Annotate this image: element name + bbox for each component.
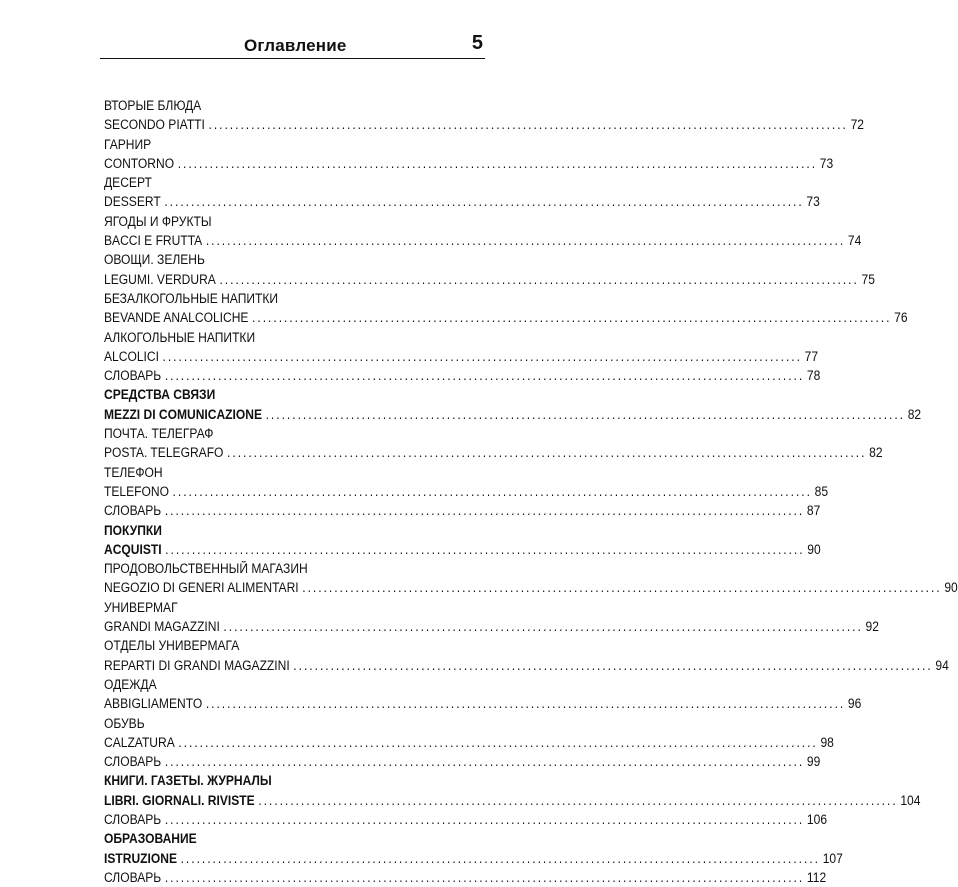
toc-heading xyxy=(104,675,485,694)
dot-leader: ........................................................................................................................ xyxy=(164,503,805,519)
dot-leader: ........................................................................................................................ xyxy=(164,869,805,885)
toc-entry-text: ГАРНИР xyxy=(104,136,152,152)
toc-page-number: 85 xyxy=(814,483,829,499)
toc-entry xyxy=(104,578,958,597)
toc-entry xyxy=(104,154,834,173)
toc-heading xyxy=(104,135,485,154)
toc-entry xyxy=(104,482,829,501)
toc-heading xyxy=(104,559,485,578)
dot-leader: ........................................................................................................................ xyxy=(164,754,805,770)
dot-leader: ........................................................................................................................ xyxy=(227,445,867,461)
toc-page-number: 74 xyxy=(847,233,862,249)
toc-entry-text: MEZZI DI COMUNICAZIONE xyxy=(104,406,263,422)
toc-entry-text: ДЕСЕРТ xyxy=(104,175,152,191)
toc-entry-text: ОТДЕЛЫ УНИВЕРМАГА xyxy=(104,638,240,654)
toc-entry-text: БЕЗАЛКОГОЛЬНЫЕ НАПИТКИ xyxy=(104,290,279,306)
toc-heading xyxy=(104,636,485,655)
toc-heading xyxy=(104,714,485,733)
toc-entry-text: ОДЕЖДА xyxy=(104,676,157,692)
toc-heading xyxy=(104,829,485,848)
toc-entry xyxy=(104,443,883,462)
toc-page-number: 82 xyxy=(907,406,922,422)
toc-page-number: 87 xyxy=(806,503,821,519)
toc-entry xyxy=(104,270,875,289)
toc-entry xyxy=(104,752,821,771)
dot-leader: ........................................................................................................................ xyxy=(258,792,898,808)
toc-page-number: 78 xyxy=(806,368,821,384)
toc-entry-text: DESSERT xyxy=(104,194,161,210)
toc-page-number: 77 xyxy=(804,348,819,364)
toc-page-number: 107 xyxy=(822,850,843,866)
toc-entry-text: СЛОВАРЬ xyxy=(104,869,162,885)
toc-page-number: 98 xyxy=(820,734,834,750)
dot-leader: ........................................................................................................................ xyxy=(208,117,848,133)
toc-page-number: 82 xyxy=(869,445,883,461)
toc-entry-text: CALZATURA xyxy=(104,734,175,750)
toc-entry-text: СЛОВАРЬ xyxy=(104,754,162,770)
header-rule xyxy=(100,58,485,59)
toc-entry xyxy=(104,733,834,752)
toc-page-number: 90 xyxy=(944,580,958,596)
toc-heading xyxy=(104,385,485,404)
toc-entry xyxy=(104,308,908,327)
toc-page-number: 72 xyxy=(850,117,865,133)
toc-entry-text: ОБРАЗОВАНИЕ xyxy=(104,831,197,847)
toc-heading xyxy=(104,96,485,115)
toc-entry xyxy=(104,347,819,366)
toc-entry xyxy=(104,501,821,520)
dot-leader: ........................................................................................................................ xyxy=(164,194,804,210)
dot-leader: ........................................................................................................................ xyxy=(219,271,859,287)
dot-leader: ........................................................................................................................ xyxy=(177,155,818,171)
dot-leader: ........................................................................................................................ xyxy=(164,368,805,384)
toc-page-number: 99 xyxy=(806,754,821,770)
toc-entry-text: ACQUISTI xyxy=(104,541,162,557)
dot-leader: ........................................................................................................................ xyxy=(162,348,802,364)
toc-entry-text: ABBIGLIAMENTO xyxy=(104,696,203,712)
toc-entry-text: ПРОДОВОЛЬСТВЕННЫЙ МАГАЗИН xyxy=(104,561,308,577)
page-number: 5 xyxy=(471,32,483,54)
toc-heading xyxy=(104,212,485,231)
page-title: Оглавление xyxy=(244,36,347,55)
toc-entry-text: GRANDI MAGAZZINI xyxy=(104,619,220,635)
running-head xyxy=(100,32,485,58)
toc-entry xyxy=(104,810,828,829)
toc-entry-text: REPARTI DI GRANDI MAGAZZINI xyxy=(104,657,290,673)
toc-entry-text: BEVANDE ANALCOLICHE xyxy=(104,310,249,326)
dot-leader: ........................................................................................................................ xyxy=(205,233,846,249)
toc-entry-text: SECONDO PIATTI xyxy=(104,117,205,133)
toc-entry-text: ALCOLICI xyxy=(104,348,159,364)
toc-heading xyxy=(104,328,485,347)
dot-leader: ........................................................................................................................ xyxy=(164,811,805,827)
toc-entry-text: СЛОВАРЬ xyxy=(104,811,162,827)
toc-entry-text: ISTRUZIONE xyxy=(104,850,177,866)
toc-entry-text: УНИВЕРМАГ xyxy=(104,599,178,615)
toc-page-number: 104 xyxy=(900,792,921,808)
toc-entry-text: ОВОЩИ. ЗЕЛЕНЬ xyxy=(104,252,205,268)
toc-entry xyxy=(104,849,843,868)
toc-entry xyxy=(104,231,862,250)
toc-entry-text: ПОКУПКИ xyxy=(104,522,162,538)
dot-leader: ........................................................................................................................ xyxy=(180,850,820,866)
toc-entry-text: ЯГОДЫ И ФРУКТЫ xyxy=(104,213,212,229)
toc-page-number: 106 xyxy=(806,811,828,827)
toc-entry-text: ОБУВЬ xyxy=(104,715,145,731)
toc-page-number: 76 xyxy=(894,310,908,326)
toc-entry xyxy=(104,617,879,636)
dot-leader: ........................................................................................................................ xyxy=(165,541,805,557)
toc-heading xyxy=(104,463,485,482)
toc-entry xyxy=(104,115,865,134)
dot-leader: ........................................................................................................................ xyxy=(302,580,942,596)
toc-page-number: 94 xyxy=(935,657,949,673)
dot-leader: ........................................................................................................................ xyxy=(172,483,812,499)
toc-heading xyxy=(104,173,485,192)
toc-heading xyxy=(104,521,485,540)
dot-leader: ........................................................................................................................ xyxy=(265,406,906,422)
toc-page-number: 75 xyxy=(861,271,875,287)
toc-page-number: 73 xyxy=(819,155,834,171)
toc-entry-text: LIBRI. GIORNALI. RIVISTE xyxy=(104,792,255,808)
dot-leader: ........................................................................................................................ xyxy=(205,696,846,712)
toc-entry-text: СРЕДСТВА СВЯЗИ xyxy=(104,387,216,403)
toc-entry xyxy=(104,791,921,810)
toc-entry-text: КНИГИ. ГАЗЕТЫ. ЖУРНАЛЫ xyxy=(104,773,272,789)
dot-leader: ........................................................................................................................ xyxy=(223,619,863,635)
toc-page-number: 92 xyxy=(865,619,879,635)
toc-entry xyxy=(104,694,862,713)
toc-entry-text: СЛОВАРЬ xyxy=(104,368,162,384)
toc-heading xyxy=(104,250,485,269)
toc-page-number: 90 xyxy=(807,541,821,557)
toc-entry xyxy=(104,366,821,385)
toc-entry-text: ПОЧТА. ТЕЛЕГРАФ xyxy=(104,426,214,442)
dot-leader: ........................................................................................................................ xyxy=(252,310,892,326)
toc-entry-text: NEGOZIO DI GENERI ALIMENTARI xyxy=(104,580,299,596)
toc-entry xyxy=(104,656,949,675)
toc-entry-text: POSTA. TELEGRAFO xyxy=(104,445,224,461)
toc-page-number: 73 xyxy=(806,194,820,210)
dot-leader: ........................................................................................................................ xyxy=(178,734,818,750)
toc-entry-text: ВТОРЫЕ БЛЮДА xyxy=(104,98,202,113)
toc-entry-text: CONTORNO xyxy=(104,155,175,171)
toc-entry-text: ТЕЛЕФОН xyxy=(104,464,163,480)
toc-entry xyxy=(104,868,827,887)
toc-page-number: 96 xyxy=(847,696,862,712)
dot-leader: ........................................................................................................................ xyxy=(293,657,933,673)
toc-entry xyxy=(104,540,821,559)
toc-entry-text: СЛОВАРЬ xyxy=(104,503,162,519)
toc-entry-text: TELEFONO xyxy=(104,483,169,499)
toc-heading xyxy=(104,771,485,790)
toc-heading xyxy=(104,598,485,617)
toc-entry xyxy=(104,405,922,424)
toc-entry-text: BACCI E FRUTTA xyxy=(104,233,203,249)
toc-heading xyxy=(104,424,485,443)
toc-entry xyxy=(104,192,820,211)
toc-entry-text: АЛКОГОЛЬНЫЕ НАПИТКИ xyxy=(104,329,256,345)
toc-entry-text: LEGUMI. VERDURA xyxy=(104,271,216,287)
table-of-contents xyxy=(104,96,958,887)
toc-page-number: 112 xyxy=(806,869,827,885)
toc-heading xyxy=(104,289,485,308)
